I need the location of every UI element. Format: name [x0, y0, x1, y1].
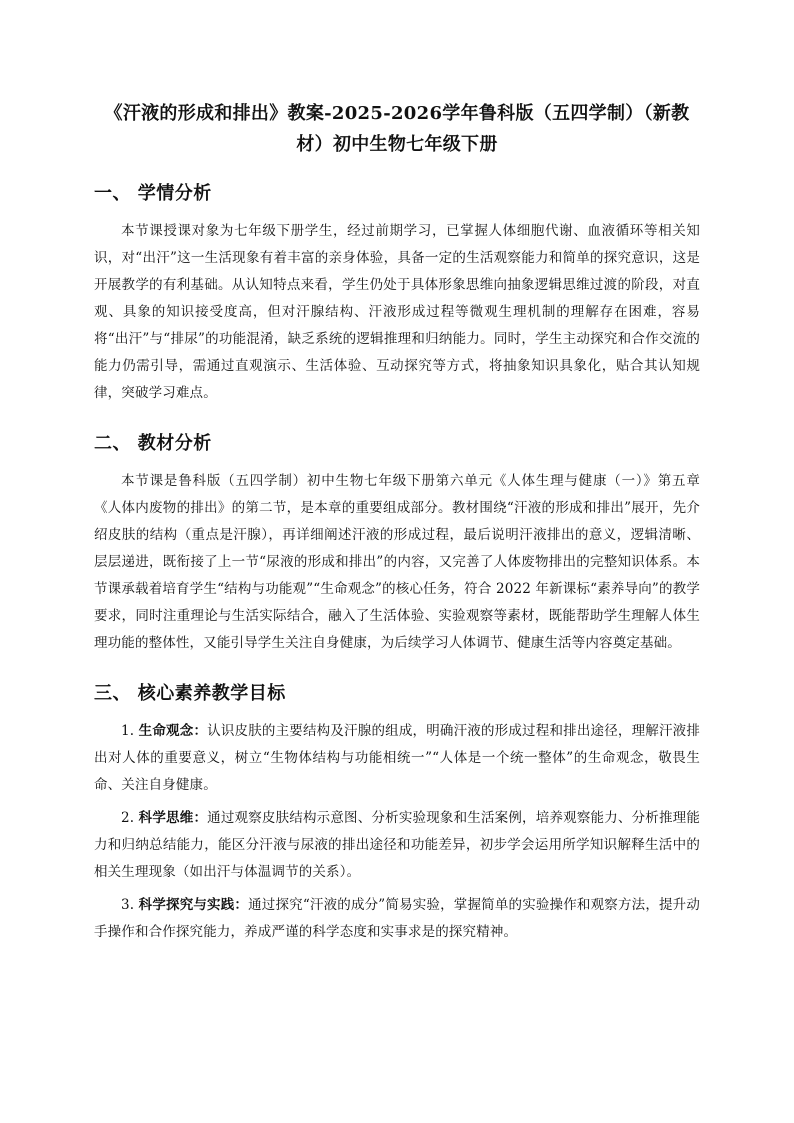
document-title: 《汗液的形成和排出》教案-2025-2026学年鲁科版（五四学制）（新教材）初中生物七年级下册: [104, 103, 690, 155]
goal-label: 科学思维：: [138, 810, 208, 826]
goal-number: 1.: [121, 723, 139, 739]
goal-number: 2.: [121, 810, 139, 826]
goal-text: 认识皮肤的主要结构及汗腺的组成，明确汗液的形成过程和排出途径，理解汗液排出对人体的重要意义，树立“生物体结构与功能相统一”“人体是一个统一整体”的生命观念，敬畏生命、关注自身健康。: [94, 723, 701, 793]
goal-number: 3.: [121, 897, 139, 913]
goal-text: 通过观察皮肤结构示意图、分析实验现象和生活案例，培养观察能力、分析推理能力和归纳总结能力，能区分汗液与尿液的排出途径和功能差异，初步学会运用所学知识解释生活中的相关生理现象（如出汗与体温调节的关系）。: [94, 810, 701, 880]
goal-label: 生命观念：: [138, 723, 208, 739]
goal-text: 通过探究“汗液的成分”简易实验，掌握简单的实验操作和观察方法，提升动手操作和合作探究能力，养成严谨的科学态度和实事求是的探究精神。: [94, 897, 701, 940]
section-heading-learner-analysis: 一、 学情分析: [94, 183, 212, 204]
goal-item-scientific-thinking: [94, 805, 700, 886]
goal-item-life-concept: [94, 718, 700, 799]
section-heading-textbook-analysis: 二、 教材分析: [94, 433, 212, 454]
document-page: [94, 98, 700, 952]
goal-item-inquiry-practice: [94, 892, 700, 946]
goal-label: 科学探究与实践：: [138, 897, 249, 913]
section-heading-teaching-goals: 三、 核心素养教学目标: [94, 683, 286, 704]
learner-analysis-paragraph: 本节课授课对象为七年级下册学生，经过前期学习，已掌握人体细胞代谢、血液循环等相关知识，对“出汗”这一生活现象有着丰富的亲身体验，具备一定的生活观察能力和简单的探究意识，这是开展教学的有利基础。从认知特点来看，学生仍处于具体形象思维向抽象逻辑思维过渡的阶段，对直观、具象的知识接受度高，但对汗腺结构、汗液形成过程等微观生理机制的理解存在困难，容易将“出汗”与“排尿”的功能混淆，缺乏系统的逻辑推理和归纳能力。同时，学生主动探究和合作交流的能力仍需引导，需通过直观演示、生活体验、互动探究等方式，将抽象知识具象化，贴合其认知规律，突破学习难点。: [94, 223, 700, 401]
textbook-analysis-paragraph: 本节课是鲁科版（五四学制）初中生物七年级下册第六单元《人体生理与健康（一）》第五章《人体内废物的排出》的第二节，是本章的重要组成部分。教材围绕“汗液的形成和排出”展开，先介绍皮肤的结构（重点是汗腺），再详细阐述汗液的形成过程，最后说明汗液排出的意义，逻辑清晰、层层递进，既衔接了上一节“尿液的形成和排出”的内容，又完善了人体废物排出的完整知识体系。本节课承载着培育学生“结构与功能观”“生命观念”的核心任务，符合 2022 年新课标“素养导向”的教学要求，同时注重理论与生活实际结合，融入了生活体验、实验观察等素材，既能帮助学生理解人体生理功能的整体性，又能引导学生关注自身健康，为后续学习人体调节、健康生活等内容奠定基础。: [94, 473, 700, 651]
